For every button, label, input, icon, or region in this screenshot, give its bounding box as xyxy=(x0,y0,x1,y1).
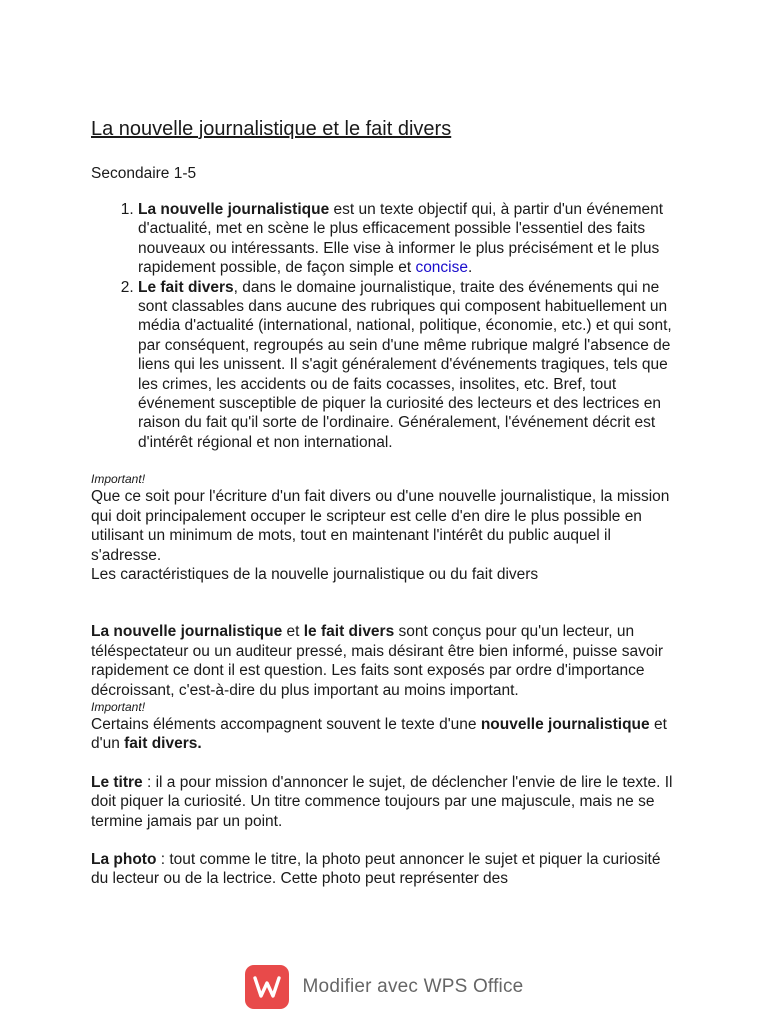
bold-term: La nouvelle journalistique xyxy=(91,623,283,641)
text: Certains éléments accompagnent souvent le texte d'une xyxy=(91,715,481,733)
text: : tout comme le titre, la photo peut annoncer le sujet et piquer la curiosité du lecteur ou de la lectrice. Cette photo peut représenter des xyxy=(91,850,661,888)
text: et d'un xyxy=(91,715,667,753)
concise-link[interactable]: concise xyxy=(415,259,468,277)
characteristics-heading: Les caractéristiques de la nouvelle journalistique ou du fait divers xyxy=(91,565,539,583)
important-label: Important! xyxy=(91,472,146,487)
titre-paragraph xyxy=(91,773,681,831)
text: sont conçus pour qu'un lecteur, un téléspectateur ou un auditeur pressé, mais désirant être bien informé, puisse savoir rapidement ce dont il est question. Les faits sont exposés par ordre d'importance décroissant, c'est-à-dire du plus important au moins important. xyxy=(91,623,664,699)
wps-logo-icon xyxy=(245,965,289,1009)
definition-text: est un texte objectif qui, à partir d'un événement d'actualité, met en scène le plus efficacement possible l'essentiel des faits nouveaux ou intéressants. Elle vise à informer le plus précisément et le plus rapidement possible, de façon simple et xyxy=(138,201,664,277)
list-item xyxy=(138,200,681,278)
definition-tail: . xyxy=(468,259,473,277)
subtitle: Secondaire 1-5 xyxy=(91,165,197,182)
term-fait-divers: Le fait divers xyxy=(138,278,234,296)
definition-text: , dans le domaine journalistique, traite des événements qui ne sont classables dans aucune des rubriques qui composent habituellement un média d'actualité (international, national, politique, économie, etc.) et qui sont, par conséquent, regroupés au sein d'une même rubrique malgré l'absence de liens qui les unissent. Il s'agit généralement d'événements tragiques, tels que les crimes, les accidents ou de faits cocasses, insolites, etc. Bref, tout événement susceptible de piquer la curiosité des lecteurs et des lectrices en raison du fait qu'il sorte de l'ordinaire. Généralement, l'événement décrit est d'intérêt régional et non international. xyxy=(138,278,672,451)
photo-paragraph xyxy=(91,850,681,889)
footer-label: Modifier avec WPS Office xyxy=(302,976,524,997)
important-paragraph: Que ce soit pour l'écriture d'un fait divers ou d'une nouvelle journalistique, la mission qui doit principalement occuper le scripteur est celle d'en dire le plus possible en utilisant un minimum de mots, tout en maintenant l'intérêt du public auquel il s'adresse. xyxy=(91,488,670,564)
list-item xyxy=(138,278,681,453)
bold-term: le fait divers xyxy=(303,623,395,641)
intro-paragraph xyxy=(91,622,681,700)
bold-term: nouvelle journalistique xyxy=(480,715,650,733)
bold-term: fait divers. xyxy=(124,735,202,753)
wps-w-icon xyxy=(252,974,282,1000)
document-page xyxy=(91,116,681,889)
text: et xyxy=(282,623,304,641)
bold-term: Le titre xyxy=(91,773,143,791)
text: : il a pour mission d'annoncer le sujet, de déclencher l'envie de lire le texte. Il doit piquer la curiosité. Un titre commence toujours par une majuscule, mais ne se termine jamais par un point. xyxy=(91,773,673,830)
definition-list xyxy=(91,200,681,452)
important-label: Important! xyxy=(91,699,146,714)
wps-footer-banner[interactable] xyxy=(0,962,768,1012)
page-title: La nouvelle journalistique et le fait divers xyxy=(91,118,452,140)
elements-paragraph xyxy=(91,715,681,754)
term-nouvelle: La nouvelle journalistique xyxy=(138,201,330,218)
bold-term: La photo xyxy=(91,850,157,868)
